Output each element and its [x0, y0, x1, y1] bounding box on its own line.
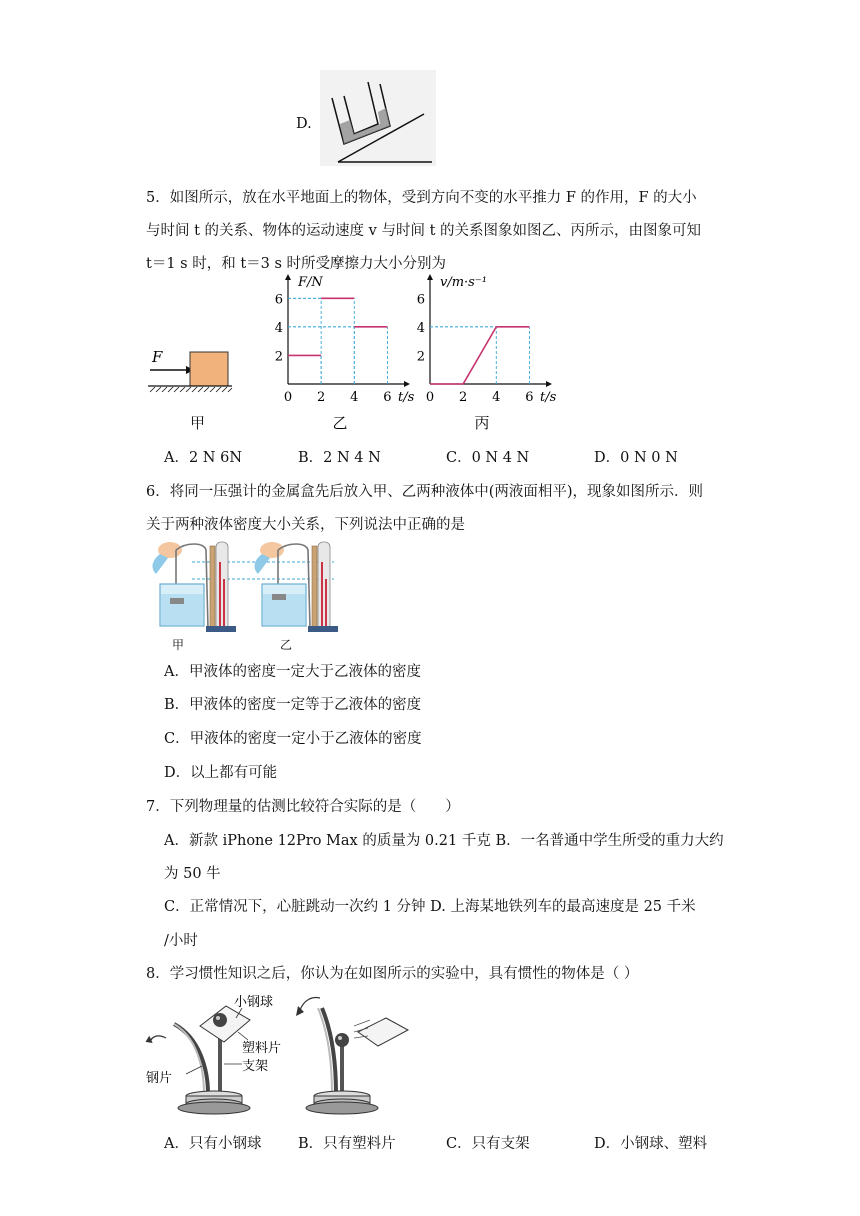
q8-option-d[interactable]: D．小钢球、塑料 [594, 1136, 708, 1152]
q5-chart-yi [270, 275, 415, 432]
x-axis-arrow [546, 381, 552, 387]
q5-stem-line-2: 与时间 t 的关系、物体的运动速度 v 与时间 t 的关系图象如图乙、丙所示，由图象可知 [146, 223, 701, 239]
y-tick-label: 6 [274, 292, 283, 308]
q5-chart-bing [412, 275, 562, 432]
y-tick-label: 4 [274, 320, 283, 336]
q4-option-d-label: D. [296, 116, 312, 132]
y-axis-label: F/N [298, 275, 323, 290]
q5-option-b[interactable]: B．2 N 4 N [298, 450, 381, 466]
x-axis-label: t/s [398, 390, 415, 405]
q8-option-b[interactable]: B．只有塑料片 [298, 1136, 396, 1152]
q5-figure-jia [146, 340, 236, 400]
x-tick-label: 2 [317, 390, 326, 405]
x-tick-label: 6 [525, 390, 534, 405]
q8-stem: 8．学习惯性知识之后，你认为在如图所示的实验中，具有惯性的物体是（ ） [146, 966, 639, 982]
q6-option-d[interactable]: D．以上都有可能 [164, 765, 278, 781]
q6-option-b[interactable]: B．甲液体的密度一定等于乙液体的密度 [164, 697, 422, 713]
q7-options-line-1[interactable]: A．新款 iPhone 12Pro Max 的质量为 0.21 千克 B．一名普通中学生所受的重力大约 [164, 833, 724, 849]
x-tick-label: 6 [383, 390, 392, 405]
label-stand: 支架 [242, 1059, 269, 1074]
x-tick-label: 2 [459, 390, 468, 405]
q6-option-c[interactable]: C．甲液体的密度一定小于乙液体的密度 [164, 731, 422, 747]
q8-option-c[interactable]: C．只有支架 [446, 1136, 530, 1152]
chart-caption: 丙 [474, 414, 490, 432]
x-tick-label: 0 [425, 390, 435, 405]
y-tick-label: 2 [416, 349, 425, 365]
x-axis-label: t/s [540, 390, 557, 405]
label-plastic: 塑料片 [242, 1041, 282, 1056]
x-tick-label: 4 [492, 390, 501, 405]
y-axis-arrow [427, 274, 433, 280]
q5-caption-jia: 甲 [190, 414, 206, 432]
q6-stem-line-1: 6．将同一压强计的金属盒先后放入甲、乙两种液体中(两液面相平)，现象如图所示．则 [146, 484, 704, 500]
label-steel: 钢片 [146, 1071, 173, 1086]
q5-option-d[interactable]: D．0 N 0 N [594, 450, 678, 466]
q8-option-a[interactable]: A．只有小钢球 [164, 1136, 262, 1152]
force-label: F [152, 348, 163, 366]
q7-options-line-4: /小时 [164, 933, 198, 949]
q5-option-a[interactable]: A．2 N 6N [164, 450, 243, 466]
q7-options-line-3[interactable]: C．正常情况下，心脏跳动一次约 1 分钟 D. 上海某地铁列车的最高速度是 25 千米 [164, 899, 696, 915]
x-tick-label: 4 [350, 390, 359, 405]
y-axis-label: v/m·s⁻¹ [440, 275, 487, 290]
x-axis-arrow [404, 381, 410, 387]
y-tick-label: 6 [416, 292, 425, 308]
chart-caption: 乙 [332, 414, 348, 432]
x-tick-label: 0 [283, 390, 293, 405]
q6-figure [146, 538, 346, 634]
q4-option-d-figure [320, 70, 436, 166]
q6-label-yi: 乙 [280, 638, 293, 652]
q6-option-a[interactable]: A．甲液体的密度一定大于乙液体的密度 [164, 664, 421, 680]
q8-figure [146, 990, 446, 1120]
series-segment-1 [463, 327, 496, 384]
label-ball: 小钢球 [234, 995, 274, 1010]
q7-stem: 7．下列物理量的估测比较符合实际的是（ ） [146, 799, 460, 815]
q5-stem-line-3: t＝1 s 时，和 t＝3 s 时所受摩擦力大小分别为 [146, 256, 447, 272]
q6-label-jia: 甲 [172, 638, 185, 652]
y-axis-arrow [285, 274, 291, 280]
y-tick-label: 4 [416, 320, 425, 336]
q7-options-line-2: 为 50 牛 [164, 866, 221, 882]
q5-stem-line-1: 5．如图所示，放在水平地面上的物体，受到方向不变的水平推力 F 的作用，F 的大小 [146, 190, 697, 206]
y-tick-label: 2 [274, 349, 283, 365]
q5-option-c[interactable]: C．0 N 4 N [446, 450, 530, 466]
q6-stem-line-2: 关于两种液体密度大小关系，下列说法中正确的是 [146, 517, 465, 533]
